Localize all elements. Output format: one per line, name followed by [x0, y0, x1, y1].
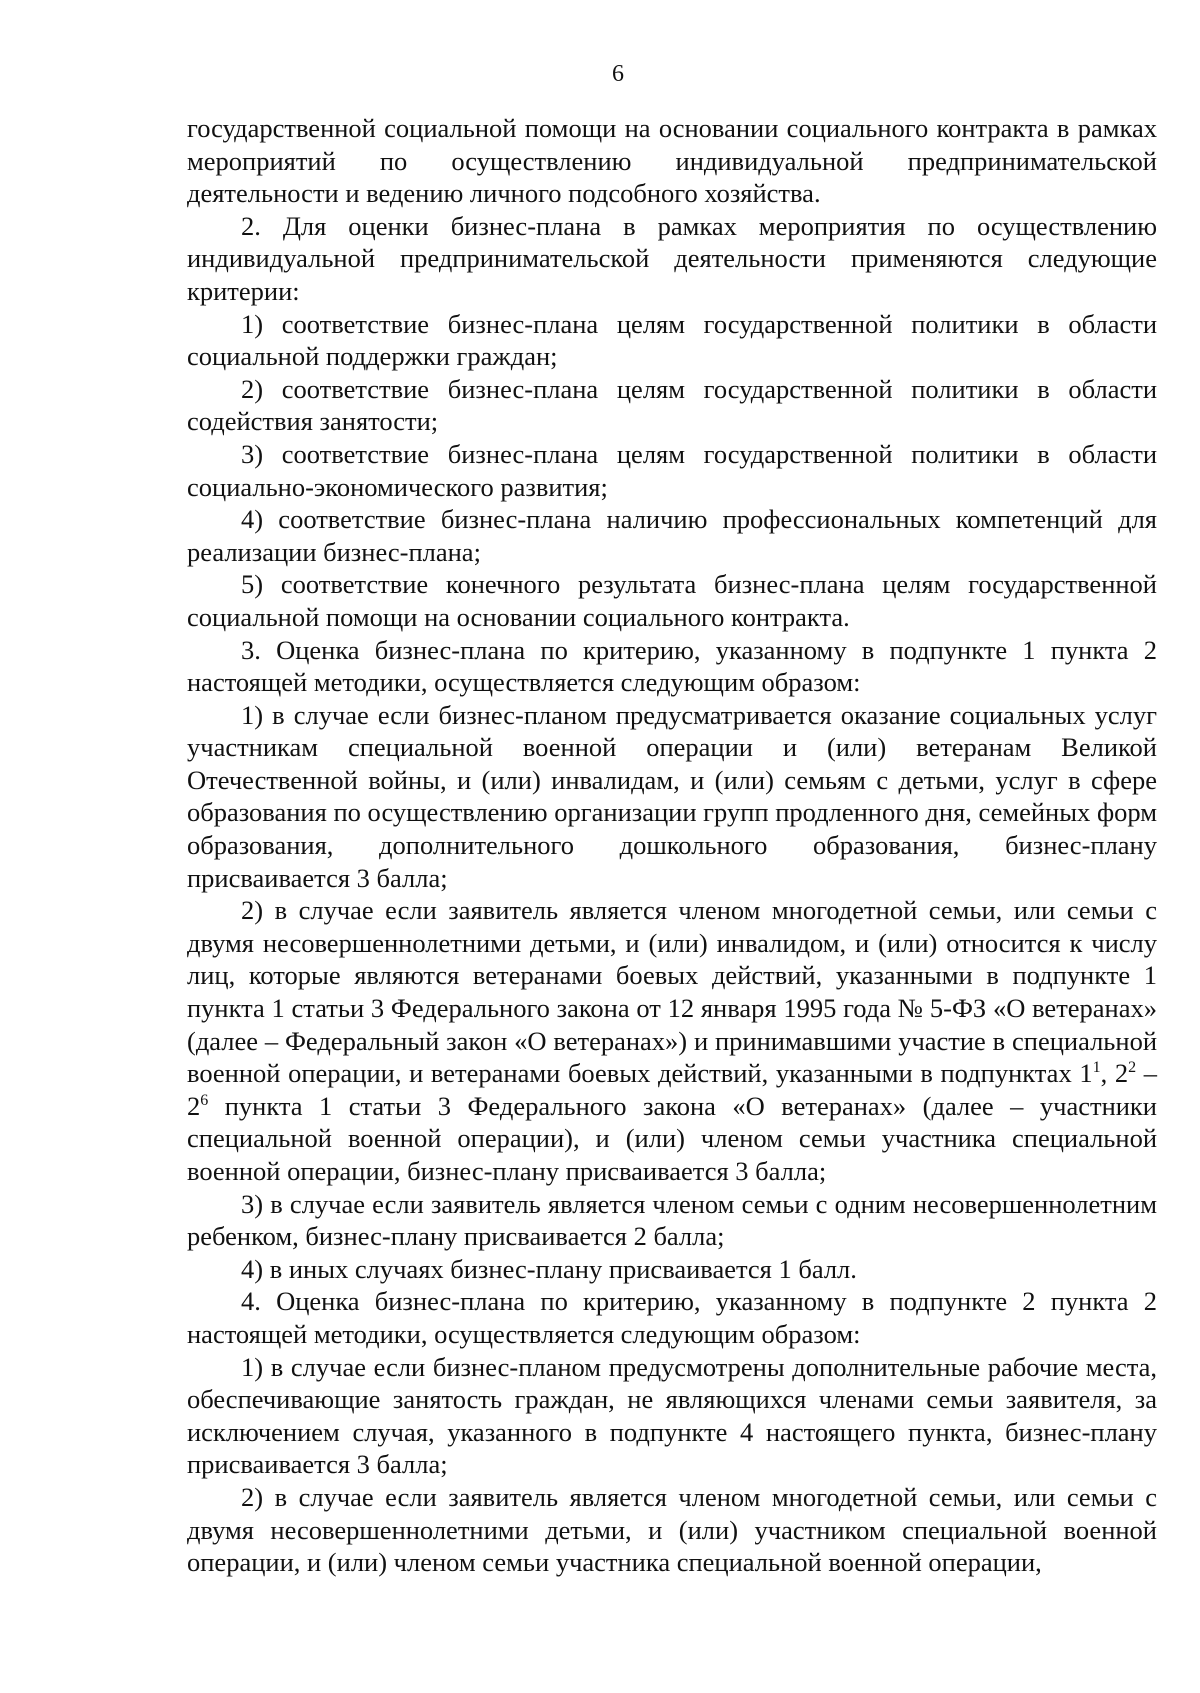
paragraph: 4. Оценка бизнес-плана по критерию, указанному в подпункте 2 пункта 2 настоящей методики, осуществляется следующим образом: [187, 1286, 1157, 1349]
text-run: пункта 1 статьи 3 Федерального закона «О ветеранах» (далее – участники специальной военной операции), и (или) членом семьи участника специальной военной операции, бизнес-плану присваивается 3 балла; [187, 1090, 1157, 1186]
list-item: 5) соответствие конечного результата бизнес-плана целям государственной социальной помощи на основании социального контракта. [187, 569, 1157, 632]
list-item: 4) соответствие бизнес-плана наличию профессиональных компетенций для реализации бизнес-плана; [187, 504, 1157, 567]
text-run: 2) в случае если заявитель является членом многодетной семьи, или семьи с двумя несовершеннолетними детьми, и (или) инвалидом, и (или) относится к числу лиц, которые являются ветеранами боевых действий, указанными в подпункте 1 пункта 1 статьи 3 Федерального закона от 12 января 1995 года № 5-ФЗ «О ветеранах» (далее – Федеральный закон «О ветеранах») и принимавшими участие в специальной военной операции, и ветеранами боевых действий, указанными в подпунктах 1 [187, 895, 1157, 1089]
list-item: 2) соответствие бизнес-плана целям государственной политики в области содействия занятости; [187, 373, 1157, 437]
text-run: , 2 [1100, 1058, 1129, 1089]
list-item: 2) в случае если заявитель является членом многодетной семьи, или семьи с двумя несовершеннолетними детьми, и (или) участником специальной военной операции, и (или) членом семьи участника специальной военной операции, [187, 1481, 1157, 1578]
superscript: 1 [1092, 1059, 1101, 1077]
list-item: 1) в случае если бизнес-планом предусматривается оказание социальных услуг участникам специальной военной операции и (или) ветеранам Великой Отечественной войны, и (или) инвалидам, и (или) семьям с детьми, услуг в сфере образования по осуществлению организации групп продленного дня, семейных форм образования, дополнительного дошкольного образования, бизнес-плану присваивается 3 балла; [187, 699, 1157, 893]
list-item: 1) соответствие бизнес-плана целям государственной политики в области социальной поддержки граждан; [187, 308, 1157, 372]
paragraph: 3. Оценка бизнес-плана по критерию, указанному в подпункте 1 пункта 2 настоящей методики, осуществляется следующим образом: [187, 634, 1157, 698]
superscript: 2 [1128, 1059, 1137, 1077]
superscript: 6 [200, 1091, 209, 1109]
page-number: 6 [612, 61, 624, 87]
paragraph: 2. Для оценки бизнес-плана в рамках мероприятия по осуществлению индивидуальной предпринимательской деятельности применяются следующие критерии: [187, 210, 1157, 306]
list-item: 3) в случае если заявитель является членом семьи с одним несовершеннолетним ребенком, бизнес-плану присваивается 2 балла; [187, 1188, 1157, 1252]
list-item-with-superscripts [187, 894, 1157, 1187]
list-item: 1) в случае если бизнес-планом предусмотрены дополнительные рабочие места, обеспечивающие занятость граждан, не являющихся членами семьи заявителя, за исключением случая, указанного в подпункте 4 настоящего пункта, бизнес-плану присваивается 3 балла; [187, 1351, 1157, 1480]
paragraph: государственной социальной помощи на основании социального контракта в рамках мероприятий по осуществлению индивидуальной предпринимательской деятельности и ведению личного подсобного хозяйства. [187, 113, 1157, 209]
list-item: 4) в иных случаях бизнес-плану присваивается 1 балл. [241, 1253, 857, 1284]
document-body [187, 112, 1157, 1579]
list-item: 3) соответствие бизнес-плана целям государственной политики в области социально-экономического развития; [187, 438, 1157, 502]
text-run: – 2 [187, 1058, 1157, 1121]
